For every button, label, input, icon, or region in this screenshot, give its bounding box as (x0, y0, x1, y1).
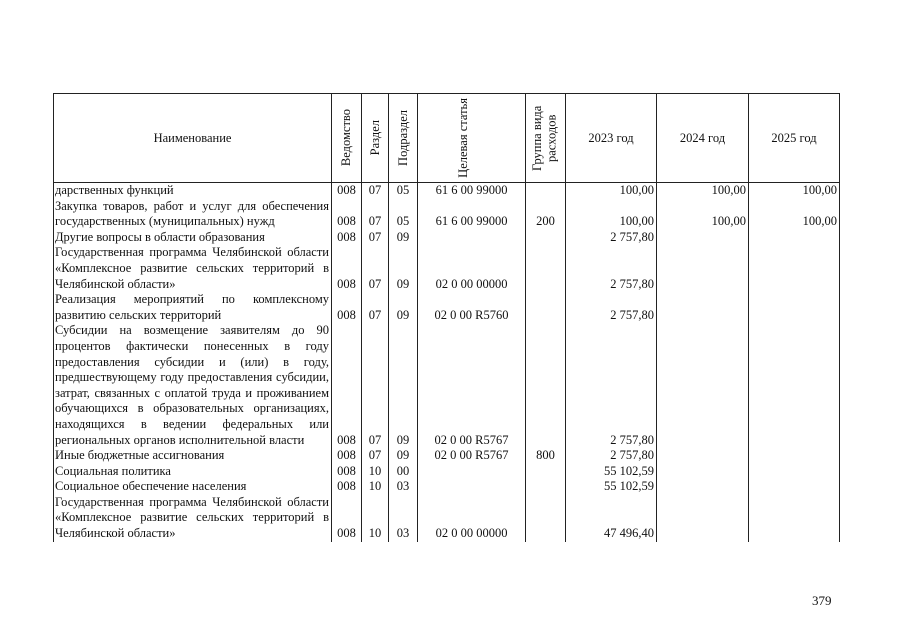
row-dept: 008 (332, 448, 362, 464)
row-2025 (749, 230, 840, 246)
row-2025: 100,00 (749, 183, 840, 199)
row-dept: 008 (332, 495, 362, 542)
row-2025 (749, 323, 840, 448)
budget-table (53, 93, 840, 542)
row-target: 02 0 00 00000 (418, 245, 526, 292)
table-row (54, 183, 840, 199)
row-2023: 2 757,80 (566, 292, 657, 323)
row-dept: 008 (332, 199, 362, 230)
row-2025 (749, 495, 840, 542)
row-section: 07 (362, 199, 389, 230)
table-row (54, 448, 840, 464)
row-subsection: 03 (389, 479, 418, 495)
row-2024 (657, 245, 749, 292)
header-name: Наименование (54, 94, 332, 183)
row-2024 (657, 448, 749, 464)
row-dept: 008 (332, 292, 362, 323)
row-name: Закупка товаров, работ и услуг для обеспечения государственных (муниципальных) нужд (54, 199, 332, 230)
row-2023: 2 757,80 (566, 245, 657, 292)
row-name: Государственная программа Челябинской области «Комплексное развитие сельских территорий в Челябинской области» (54, 245, 332, 292)
table-row (54, 495, 840, 542)
row-target: 02 0 00 00000 (418, 495, 526, 542)
row-section: 10 (362, 495, 389, 542)
row-name: Государственная программа Челябинской области «Комплексное развитие сельских территорий в Челябинской области» (54, 495, 332, 542)
table-header-row (54, 94, 840, 183)
row-group (526, 323, 566, 448)
row-subsection: 03 (389, 495, 418, 542)
row-subsection: 05 (389, 199, 418, 230)
row-dept: 008 (332, 230, 362, 246)
row-2025 (749, 245, 840, 292)
row-section: 07 (362, 323, 389, 448)
row-dept: 008 (332, 479, 362, 495)
row-2024 (657, 495, 749, 542)
table-row (54, 292, 840, 323)
row-2023: 100,00 (566, 199, 657, 230)
row-section: 10 (362, 479, 389, 495)
header-section: Раздел (362, 94, 389, 183)
table-row (54, 323, 840, 448)
row-name: Иные бюджетные ассигнования (54, 448, 332, 464)
header-2025: 2025 год (749, 94, 840, 183)
row-2024: 100,00 (657, 199, 749, 230)
row-group: 800 (526, 448, 566, 464)
row-target: 02 0 00 R5767 (418, 448, 526, 464)
page-number: 379 (812, 593, 832, 608)
row-section: 07 (362, 245, 389, 292)
row-name: Социальное обеспечение населения (54, 479, 332, 495)
row-subsection: 00 (389, 464, 418, 480)
row-group (526, 479, 566, 495)
row-subsection: 09 (389, 245, 418, 292)
row-group (526, 230, 566, 246)
table-row (54, 230, 840, 246)
row-target: 61 6 00 99000 (418, 183, 526, 199)
row-name: Субсидии на возмещение заявителям до 90 процентов фактически понесенных в году предоставления субсидии и (или) в году, предшествующему году предоставления субсидии, затрат, связанных с оплатой труда и проживанием обучающихся в образовательных организациях, находящихся в ведении федеральных или региональных органов исполнительной власти (54, 323, 332, 448)
header-subsection: Подраздел (389, 94, 418, 183)
row-2025: 100,00 (749, 199, 840, 230)
row-dept: 008 (332, 323, 362, 448)
row-2025 (749, 448, 840, 464)
row-subsection: 05 (389, 183, 418, 199)
row-dept: 008 (332, 464, 362, 480)
row-group (526, 495, 566, 542)
row-target (418, 230, 526, 246)
table-row (54, 245, 840, 292)
row-2023: 100,00 (566, 183, 657, 199)
row-2024: 100,00 (657, 183, 749, 199)
row-subsection: 09 (389, 448, 418, 464)
row-2025 (749, 292, 840, 323)
row-group (526, 464, 566, 480)
row-section: 07 (362, 183, 389, 199)
row-2024 (657, 323, 749, 448)
header-target: Целевая статья (418, 94, 526, 183)
header-2024: 2024 год (657, 94, 749, 183)
row-2024 (657, 479, 749, 495)
row-group: 200 (526, 199, 566, 230)
row-target: 02 0 00 R5767 (418, 323, 526, 448)
row-2025 (749, 464, 840, 480)
row-section: 10 (362, 464, 389, 480)
header-dept: Ведомство (332, 94, 362, 183)
table-row (54, 464, 840, 480)
row-subsection: 09 (389, 323, 418, 448)
header-expense-group: Группа вида расходов (526, 94, 566, 183)
row-2023: 55 102,59 (566, 479, 657, 495)
row-name: Другие вопросы в области образования (54, 230, 332, 246)
row-target (418, 464, 526, 480)
budget-table-container (53, 93, 839, 542)
row-section: 07 (362, 448, 389, 464)
row-group (526, 292, 566, 323)
row-name: дарственных функций (54, 183, 332, 199)
row-2023: 47 496,40 (566, 495, 657, 542)
row-2023: 2 757,80 (566, 323, 657, 448)
row-2024 (657, 292, 749, 323)
row-2023: 2 757,80 (566, 448, 657, 464)
row-dept: 008 (332, 245, 362, 292)
row-target: 61 6 00 99000 (418, 199, 526, 230)
row-group (526, 183, 566, 199)
row-name: Социальная политика (54, 464, 332, 480)
row-2024 (657, 464, 749, 480)
row-subsection: 09 (389, 292, 418, 323)
header-2023: 2023 год (566, 94, 657, 183)
row-section: 07 (362, 292, 389, 323)
row-2023: 55 102,59 (566, 464, 657, 480)
row-2023: 2 757,80 (566, 230, 657, 246)
table-row (54, 199, 840, 230)
row-target: 02 0 00 R5760 (418, 292, 526, 323)
table-row (54, 479, 840, 495)
row-group (526, 245, 566, 292)
row-subsection: 09 (389, 230, 418, 246)
row-section: 07 (362, 230, 389, 246)
row-target (418, 479, 526, 495)
row-2025 (749, 479, 840, 495)
row-dept: 008 (332, 183, 362, 199)
row-name: Реализация мероприятий по комплексному развитию сельских территорий (54, 292, 332, 323)
row-2024 (657, 230, 749, 246)
